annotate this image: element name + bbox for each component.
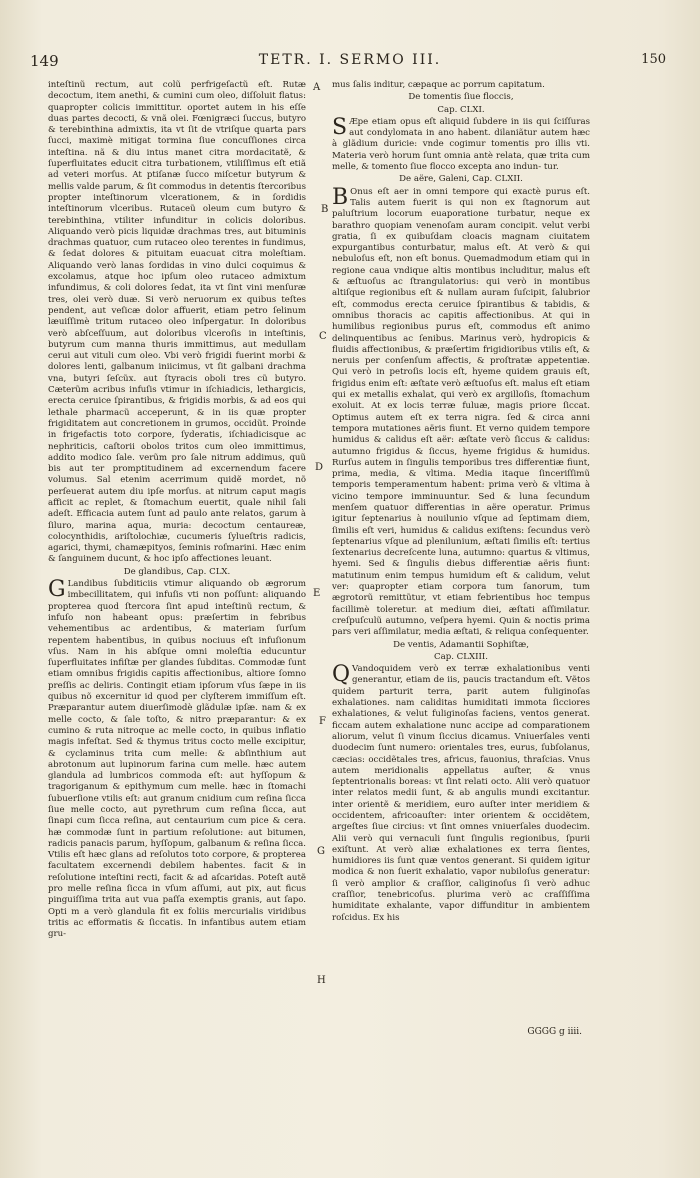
paragraph: inteſtinũ rectum, aut colũ perfrigeſactũ eſt. Rutæ decoctum, item anethi, & cumini cum oleo, diſſoluit flatus: quapropter colicis immittitur. oportet autem in his eſſe duas partes decocti, & vnã olei. Fœnigræci ſuccus, butyro & terebinthina admixtis, ita vt ſit de vtriſque quarta pars ſucci, maximè mitigat tormina ſiue concuſſiones circa inteſtina. nã & diu intus manet citra mordacitatẽ, & ſuperfluitates educit citra turbationem, vtiliſſimus eſt etiã ad veteri morſus. At ptiſanæ ſucco miſcetur butyrum & mellis valde parum, & ſit commodus in detentis ſtercoribus propter inteſtinorum vlcerationem, & in ſordidis inteſtinorum vlceribus. Rutaceũ oleum cum butyro & terebinthina, vtiliter infunditur in colicis doloribus. Aliquando verò picis liquidæ drachmas tres, aut bituminis drachmas quatuor, cum rutaceo oleo terentes in fundimus, & ſedat dolores & pituitam euacuat citra moleſtiam. Aliquando verò lanas ſordidas in vino dulci coquimus & excolamus, atque hoc ipſum oleo rutaceo admixtum infundimus, & coli dolores ſedat, ita vt ſint vini menſuræ tres, olei verò duæ. Si verò neruorum ex quibus teſtes pendent, aut veſicæ dolor affuerit, etiam petro ſelinum læuiſſimè tritum rutaceo oleo inſpergatur. In doloribus verò abſceſſuum, aut doloribus vlceroſis in inteſtinis, butyrum cum manna thuris immittimus, aut medullam cerui aut vituli cum oleo. Vbi verò frigidi fuerint morbi & dolores lenti, galbanum iniicimus, vt ſit galbani drachma vna, butyri ſeſcũx. aut ſtyracis oboli tres cũ butyro. Cæterũm acribus infuſis vtimur in iſchiadicis, lethargicis, erecta ceruice ſpirantibus, & frigidis morbis, & ad eos qui lethale pharmacũ acceperunt, & in iis quæ propter frigiditatem aut concretionem in grumos, occidũt. Proinde in frigefactis toto corpore, ſyderatis, iſchiadicisque ac nephriticis, caſtorii obolos tritos cum oleo immittimus, addito modico ſale. verũm pro ſale nitrum addimus, quũ bis aut ter promptitudinem ad excernendum facere volumus. Sal etenim acerrimum quidẽ mordet, nõ perſeuerat autem diu ipſe morſus. at nitrum caput magis afficit ac replet, & ſtomachum euertit, quale nihil ſali adeſt. Efficacia autem ſunt ad paulo ante relatos, garum à ſiluro, marina aqua, muria: decoctum centaureæ, colocynthidis, ariſtolochiæ, cucumeris ſylueſtris radicis, agarici, thymi, chamæpityos, ſeminis roſmarini. Hæc enim & ſanguinem ducunt, & hoc ipſo affectiones leuant. [48,80,306,565]
margin-marker-c: C [319,331,327,342]
chapter-heading: De glandibus, Cap. CLX. [123,566,231,577]
page-number-right: 150 [641,52,666,67]
running-title: TETR. I. SERMO III. [258,52,442,68]
paragraph-text: Vandoquidem verò ex terræ exhalationibus venti generantur, etiam de iis, paucis tractandum eſt. Vẽtos quidem parturit terra, parit autem fuliginoſas exhalationes. nam caliditas humiditati immota ſicciores exhalationes, & velut fuliginoſas faciens, ventos generat. ficcam autem exhalatione nunc accipe ad comparationem aliorum, velut ſi vinum ſiccius dicamus. Vniuerſales venti duodecim ſunt numero: orientales tres, eurus, ſubſolanus, cæcias: occidẽtales tres, africus, fauonius, thraſcias. Vnus autem meridionalis appellatus auſter, & vnus ſeptentrionalis boreas: vt ſint relati octo. Alii verò quatuor inter relatos medii ſunt, & ab angulis mundi excitantur. inter orientẽ & meridiem, euro auſter inter meridiem & occidentem, africoauſter: inter orientem & occidẽtem, argeſtes ſiue circius: vt ſint omnes vniuerſales duodecim. Alii verò qui vernaculi ſunt ſingulis regionibus, ſpurii exiſtunt. At verò aliæ exhalationes ex terra ſientes, humidiores iis ſunt quæ ventos generant. Si quidem igitur modica & non ſuerit exhalatio, vapor nubiloſus generatur: ſi verò amplior & craſſior, caliginoſus ſi verò adhuc craſſior, tenebricoſus. plurima verò ac craſſiſſima humiditate exhalante, vapor diffunditur in ambientem roſcidus. Ex his [332,664,590,923]
left-column [48,80,306,941]
paragraph [48,579,306,941]
paragraph [332,184,590,639]
paragraph [332,114,590,173]
paragraph-text: Æpe etiam opus eſt aliquid ſubdere in iis qui ſciſſuras aut condylomata in ano habent. dilaniãtur autem hæc à glãdium duricie: vnde cogimur tomentis pro illis vti. Materia verò horum ſunt omnia antè relata, quæ trita cum melle, & tomento ſiue flocco excepta ano indun- tur. [332,116,590,173]
margin-marker-d: D [315,462,324,473]
chapter-heading: De aëre, Galeni, Cap. CLXII. [399,174,523,185]
right-column [332,80,590,924]
signature-mark: GGGG g iiii. [527,1027,582,1037]
paragraph [332,664,590,924]
drop-cap: B [332,184,349,210]
paragraph-text: Landibus ſubditiciis vtimur aliquando ob ægrorum imbecillitatem, qui infuſis vti non poſſunt: aliquando propterea quod ſtercora ſint apud inteſtinũ rectum, & infuſo non habeant opus: præſertim in febribus vehementibus ac ardentibus, & materiam ſurſum repentem habentibus, in quibus nociuus eſt infuſionum vſus. Nam in his abſque omni moleſtia educuntur ſuperfluitates infiſtæ per glandes ſubditas. Commodæ ſunt etiam omnibus frigidis capitis affectionibus, altiore ſomno preſſis ac deliris. Contingit etiam ipſorum vſus ſæpe in iis quibus nõ excernitur id quod per clyſterem immiſſum eſt. Præparantur autem diuerſimodè glãdulæ ipſæ. nam & ex melle cocto, & ſale toſto, & nitro præparantur: & ex cumino & ruta nitroque ac melle cocto, in quibus inflatio magis infeſtat. Sed & thymus tritus cocto melle excipitur, & cyclaminus trita cum melle: & abſinthium aut abrotonum aut lupinorum farina cum melle. hæc autem glandula ad lumbricos commoda eſt: aut hyſſopum & tragoriganum & epithymum cum melle. hæc in ſtomachi ſubuerſione vtilis eſt: aut granum cnidium cum reſina ſicca ſiue melle cocto, aut pyrethrum cum reſina ſicca, aut ſinapi cum ſicca reſina, aut centaurium cum pice & cera. hæ commodæ ſunt in partium reſolutione: aut bitumen, radicis panacis parum, hyſſopum, galbanum & reſina ſicca. Vtilis eſt hæc glans ad reſolutos toto corpore, & propterea facultatem excernendi debilem habentes. facit & in reſolutione inteſtini recti, facit & ad aſcaridas. Poteſt autẽ pro melle reſina ſicca in vſum aſſumi, aut pix, aut ficus pinguiſſima trita aut vua paſſa exemptis granis, aut ſapo. Opti m a verò glandula fit ex foliis mercurialis viridibus tritis ac efformatis & ſiccatis. In infantibus autem etiam gru- [48,579,306,940]
drop-cap: Q [332,662,351,688]
paragraph: mus ſalis inditur, cæpaque ac porrum capitatum. [332,80,545,90]
paragraph-text: Onus eſt aer in omni tempore qui exactè purus eſt. Talis autem fuerit is qui non ex ſtagnorum aut paluſtrium locorum euaporatione turbatur, neque ex barathro quopiam venenoſam auram concipit. velut verbi gratia, ſi ex quibuſdam cloacis magnam ciuitatem expurgantibus conturbatur, malus eſt. At verò & qui nebuloſus eſt, non eſt bonus. Quemadmodum etiam qui in regione caua vndique altis montibus includitur, malus eſt & æſtuoſus ac ſtrangulatorius: qui verò in montibus altiſque regionibus eſt & nullam auram ſuſcipit, ſalubrior eſt, commodus erecta ceruice ſpirantibus & tabidis, & omnibus thoracis ac capitis affectionibus. At qui in humilibus regionibus purus eſt, commodus eſt animo delinquentibus ac ſenibus. Marinus verò, hydropicis & fluidis affectionibus, & præſertim frigidioribus vtilis eſt, & neruis per conſenſum affectis, & proſtratæ appetentiæ. Qui verò in petroſis locis eſt, hyeme quidem grauis eſt, frigidus enim eſt: æſtate verò æſtuoſus eſt. malus eſt etiam qui ex metallis exhalat, qui verò ex argilloſis, ſtomachum exoluit. At ex locis terræ fuluæ, magis priore ſiccat. Optimus autem eſt ex terra nigra. ſed & circa anni tempora mutationes aëris fiunt. Et verno quidem tempore humidus & calidus eſt aër: æſtate verò ſiccus & calidus: autumno frigidus & ſiccus, hyeme frigidus & humidus. Rurſus autem in ſingulis temporibus tres differentiæ fiunt, prima, media, & vltima. Media itaque ſinceriſſimũ temporis temperamentum habent: prima verò & vltima à vicino tempore imminuuntur. Sed & luna ſecundum menſem quatuor differentias in aëre operatur. Primus igitur ſeptenarius à nouilunio vſque ad ſeptimam diem, ſimilis eſt veri, humidus & calidus exiſtens: ſecundus verò ſeptenarius vſque ad plenilunium, æſtati ſimilis eſt: tertius ſextenarius decreſcente luna, autumno: quartus & vltimus, hyemi. Sed & ſingulis diebus differentiæ aëris fiunt: matutinum enim tempus humidum eſt & calidum, velut ver: quapropter etiam corpora tum ſanorum, tum ægrotorũ remittũtur, vt etiam febrientibus hoc tempus facillimè toleretur. at medium diei, æſtati aſſimilatur. creſpuſculũ autumno, veſpera hyemi. Quin & noctis prima pars veri aſſimilatur, media æſtati, & reliqua conſequenter. [332,186,590,638]
margin-marker-b: B [321,204,329,215]
page-number-left: 149 [30,52,59,70]
chapter-heading: De ventis, Adamantii Sophiſtæ, [393,639,529,650]
margin-marker-h: H [317,975,326,986]
margin-marker-e: E [313,588,321,599]
chapter-heading: De tomentis ſiue floccis, [408,92,514,103]
chapter-number: Cap. CLXIII. [434,651,488,662]
page-header [30,52,670,74]
margin-marker-g: G [317,846,325,857]
drop-cap: S [332,114,348,140]
margin-marker-f: F [319,716,326,727]
drop-cap: G [48,577,66,603]
chapter-number: Cap. CLXI. [437,104,485,115]
margin-marker-a: A [313,82,321,93]
